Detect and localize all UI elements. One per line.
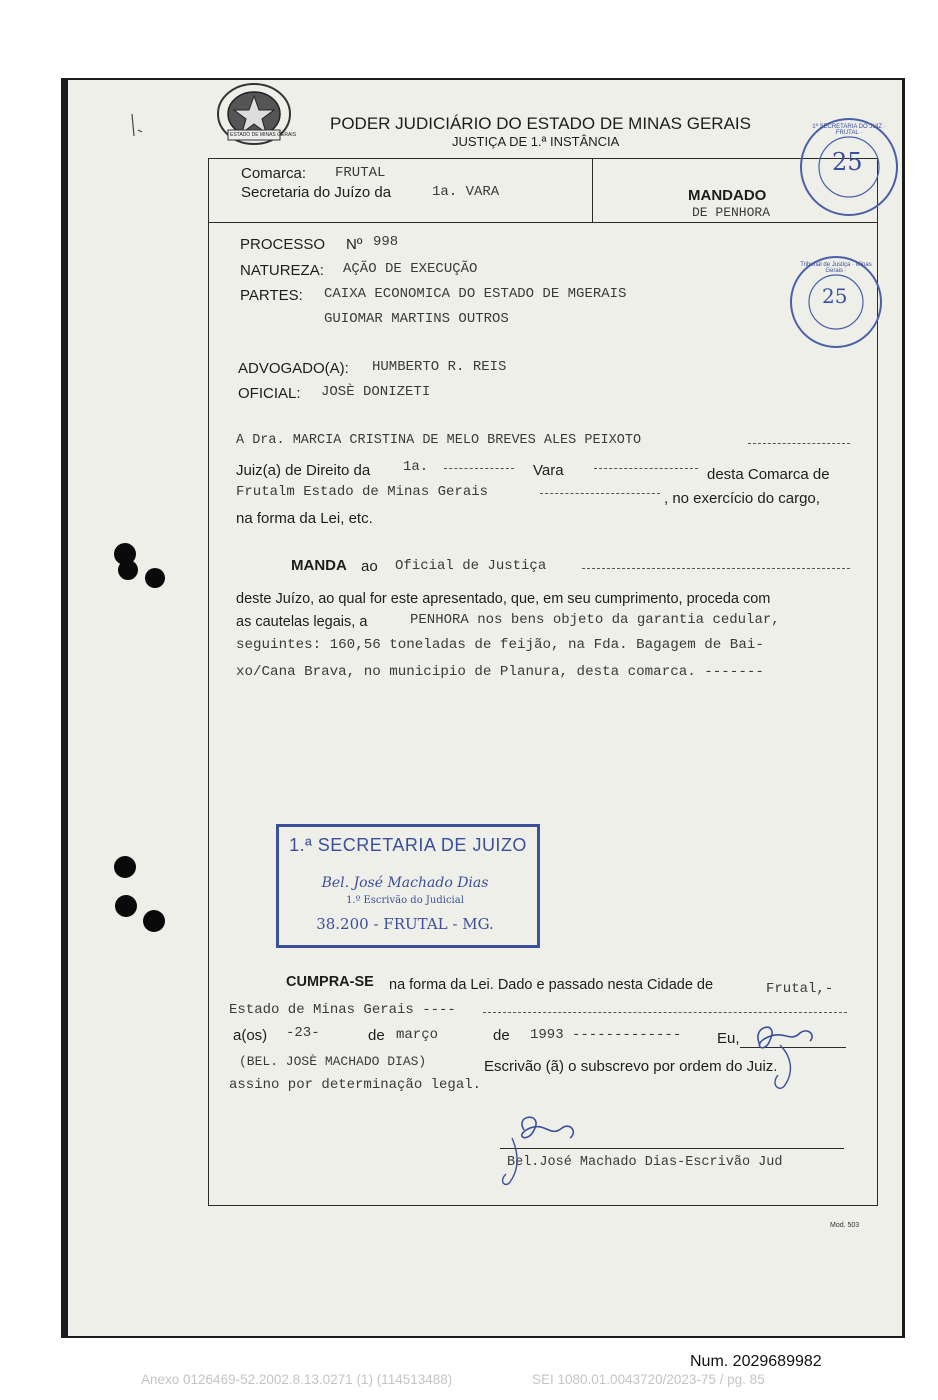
natureza-label: NATUREZA:	[240, 262, 324, 279]
secretaria-juizo-stamp	[276, 824, 540, 948]
processo-number: 998	[373, 234, 399, 250]
anexo-reference: Anexo 0126469-52.2002.8.13.0271 (1) (114513488)	[141, 1372, 453, 1387]
form-model: Mod. 503	[830, 1222, 860, 1229]
signature-mark	[730, 1015, 830, 1095]
manda-keyword: MANDA	[291, 557, 347, 574]
punch-hole	[114, 856, 136, 878]
eu-label: Eu,	[717, 1030, 740, 1047]
secretaria-round-stamp	[800, 118, 898, 216]
secretaria-value: 1a. VARA	[432, 184, 500, 200]
vara-label: Vara	[533, 462, 564, 479]
punch-hole	[118, 560, 138, 580]
processo-label: PROCESSO	[240, 236, 326, 253]
document-number: Num. 2029689982	[690, 1353, 822, 1370]
punch-hole	[115, 895, 137, 917]
cautelas-text: as cautelas legais, a	[236, 614, 368, 630]
filler-dashes	[444, 468, 514, 469]
stamp-role: 1.º Escrivão do Judicial	[346, 895, 464, 906]
de-label: de	[368, 1027, 385, 1044]
estado-line: Estado de Minas Gerais ----	[229, 1002, 456, 1018]
manda-oficial: Oficial de Justiça	[395, 558, 547, 574]
cumpra-text: na forma da Lei. Dado e passado nesta Cidade de	[389, 977, 714, 993]
estado-value: Frutalm Estado de Minas Gerais	[236, 484, 489, 500]
pen-mark	[128, 110, 148, 140]
signature-caption: Bel.José Machado Dias-Escrivão Jud	[507, 1155, 783, 1170]
partes-value-2: GUIOMAR MARTINS OUTROS	[324, 311, 509, 327]
juiz-vara-number: 1a.	[403, 459, 429, 475]
punch-hole	[143, 910, 165, 932]
exercicio-text: , no exercício do cargo,	[664, 490, 820, 507]
escrivao-name: (BEL. JOSÈ MACHADO DIAS)	[239, 1054, 427, 1069]
round-stamp-text: 1ª SECRETARIA DO JUIZ · FRUTAL ·	[812, 124, 886, 136]
forma-lei-text: na forma da Lei, etc.	[236, 510, 373, 527]
advogado-label: ADVOGADO(A):	[238, 360, 349, 377]
filler-dashes	[594, 468, 698, 469]
cumpra-city: Frutal,-	[766, 981, 834, 997]
stamp-title: 1.ª SECRETARIA DE JUIZO	[289, 835, 527, 855]
tribunal-round-stamp	[790, 256, 882, 348]
penhora-text: PENHORA nos bens objeto da garantia cedular,	[410, 612, 780, 628]
filler-dashes	[540, 493, 660, 494]
seal-text: ESTADO DE MINAS GERAIS	[230, 132, 297, 138]
mes-value: março	[396, 1027, 439, 1043]
advogado-value: HUMBERTO R. REIS	[372, 359, 507, 375]
header-subtitle: JUSTIÇA DE 1.ª INSTÂNCIA	[452, 134, 620, 149]
stamp-city: 38.200 - FRUTAL - MG.	[316, 915, 494, 933]
aos-label: a(os)	[233, 1027, 268, 1044]
comarca-tail: desta Comarca de	[707, 466, 830, 483]
punch-hole	[145, 568, 165, 588]
round-stamp-number: 25	[822, 284, 848, 308]
round-stamp-text: Tribunal de Justiça · Minas Gerais ·	[800, 262, 872, 274]
mandado-type: DE PENHORA	[692, 205, 771, 220]
deste-juizo-text: deste Juízo, ao qual for este apresentado, que, em seu cumprimento, proceda com	[236, 591, 771, 607]
signature-mark	[484, 1108, 584, 1192]
divider	[208, 222, 878, 223]
dia-value: -23-	[286, 1025, 320, 1041]
processo-num-label: Nº	[346, 236, 363, 253]
coat-of-arms-icon	[214, 82, 297, 150]
sei-reference: SEI 1080.01.0043720/2023-75 / pg. 85	[532, 1372, 765, 1387]
ano-value: 1993 -------------	[530, 1027, 682, 1043]
cumpra-keyword: CUMPRA-SE	[286, 974, 374, 990]
bens-line-2: xo/Cana Brava, no municipio de Planura, desta comarca. -------	[236, 664, 764, 680]
natureza-value: AÇÃO DE EXECUÇÃO	[343, 261, 478, 277]
escrivao-text: Escrivão (ã) o subscrevo por ordem do Juiz.	[484, 1058, 778, 1075]
partes-label: PARTES:	[240, 287, 303, 304]
partes-value-1: CAIXA ECONOMICA DO ESTADO DE MGERAIS	[324, 286, 627, 302]
bens-line-1: seguintes: 160,56 toneladas de feijão, na Fda. Bagagem de Bai-	[236, 637, 764, 653]
judge-name-line: A Dra. MARCIA CRISTINA DE MELO BREVES ALES PEIXOTO	[236, 433, 642, 448]
filler-dashes	[483, 1012, 847, 1013]
comarca-label: Comarca:	[241, 165, 307, 182]
oficial-value: JOSÈ DONIZETI	[321, 384, 431, 400]
manda-ao: ao	[361, 558, 378, 575]
stamp-name: Bel. José Machado Dias	[321, 875, 489, 891]
oficial-label: OFICIAL:	[238, 385, 301, 402]
assino-text: assino por determinação legal.	[229, 1077, 482, 1093]
de-label: de	[493, 1027, 510, 1044]
secretaria-label: Secretaria do Juízo da	[241, 184, 392, 201]
comarca-value: FRUTAL	[335, 165, 386, 181]
filler-dashes	[748, 443, 850, 444]
header-title: PODER JUDICIÁRIO DO ESTADO DE MINAS GERAIS	[330, 114, 751, 133]
juiz-label: Juiz(a) de Direito da	[236, 462, 371, 479]
round-stamp-number: 25	[832, 148, 863, 176]
filler-dashes	[582, 568, 850, 569]
divider	[592, 158, 593, 222]
mandado-title: MANDADO	[688, 187, 767, 204]
